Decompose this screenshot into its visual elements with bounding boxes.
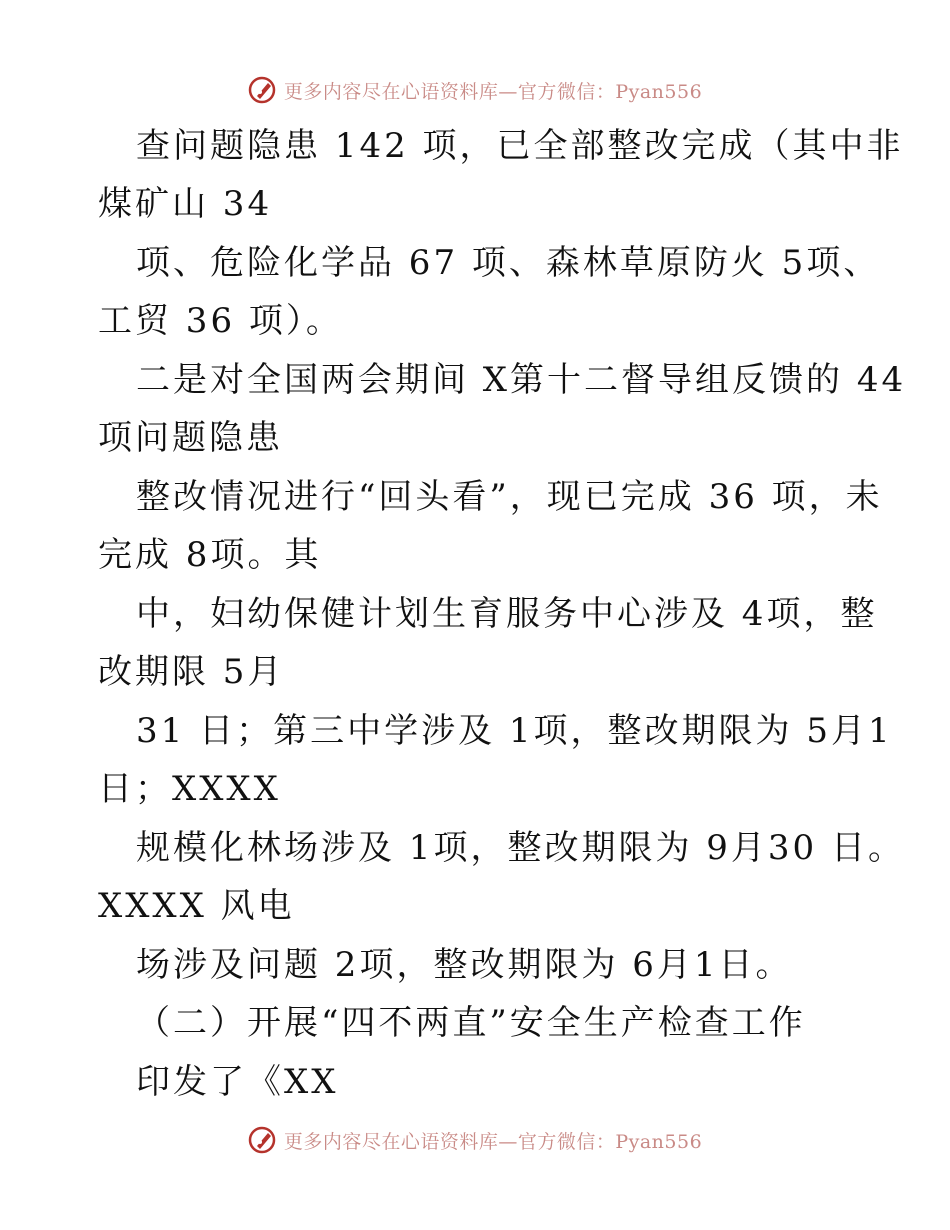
text-line: 煤矿山 34 <box>98 184 273 224</box>
text-line: 整改情况进行“回头看”，现已完成 36 项，未 <box>136 477 883 517</box>
text-line: XXXX 风电 <box>98 886 295 926</box>
section-heading: （二）开展“四不两直”安全生产检查工作 <box>136 1003 806 1043</box>
text-line: 规模化林场涉及 1项，整改期限为 9月30 日。 <box>136 828 905 868</box>
text-line: 项、危险化学品 67 项、森林草原防火 5项、 <box>136 243 881 283</box>
text-line: 31 日；第三中学涉及 1项，整改期限为 5月1 <box>136 711 893 751</box>
text-line: 完成 8项。其 <box>98 535 322 575</box>
text-line: 工贸 36 项）。 <box>98 301 343 341</box>
text-line: 改期限 5月 <box>98 652 285 692</box>
watermark-text: 更多内容尽在心语资料库—官方微信：Pyan556 <box>283 1130 703 1153</box>
text-line: 场涉及问题 2项，整改期限为 6月1日。 <box>136 945 793 985</box>
text-line: 中，妇幼保健计划生育服务中心涉及 4项，整 <box>136 594 878 634</box>
text-line: 项问题隐患 <box>98 418 283 458</box>
text-line: 印发了《XX <box>136 1062 339 1102</box>
pen-logo-icon <box>248 1125 278 1155</box>
text-line: 二是对全国两会期间 X第十二督导组反馈的 44 <box>136 360 907 400</box>
watermark-text: 更多内容尽在心语资料库—官方微信：Pyan556 <box>283 80 703 103</box>
text-line: 查问题隐患 142 项，已全部整改完成（其中非 <box>136 126 904 166</box>
text-line: 日；XXXX <box>98 769 281 809</box>
watermark-footer <box>0 1120 950 1160</box>
